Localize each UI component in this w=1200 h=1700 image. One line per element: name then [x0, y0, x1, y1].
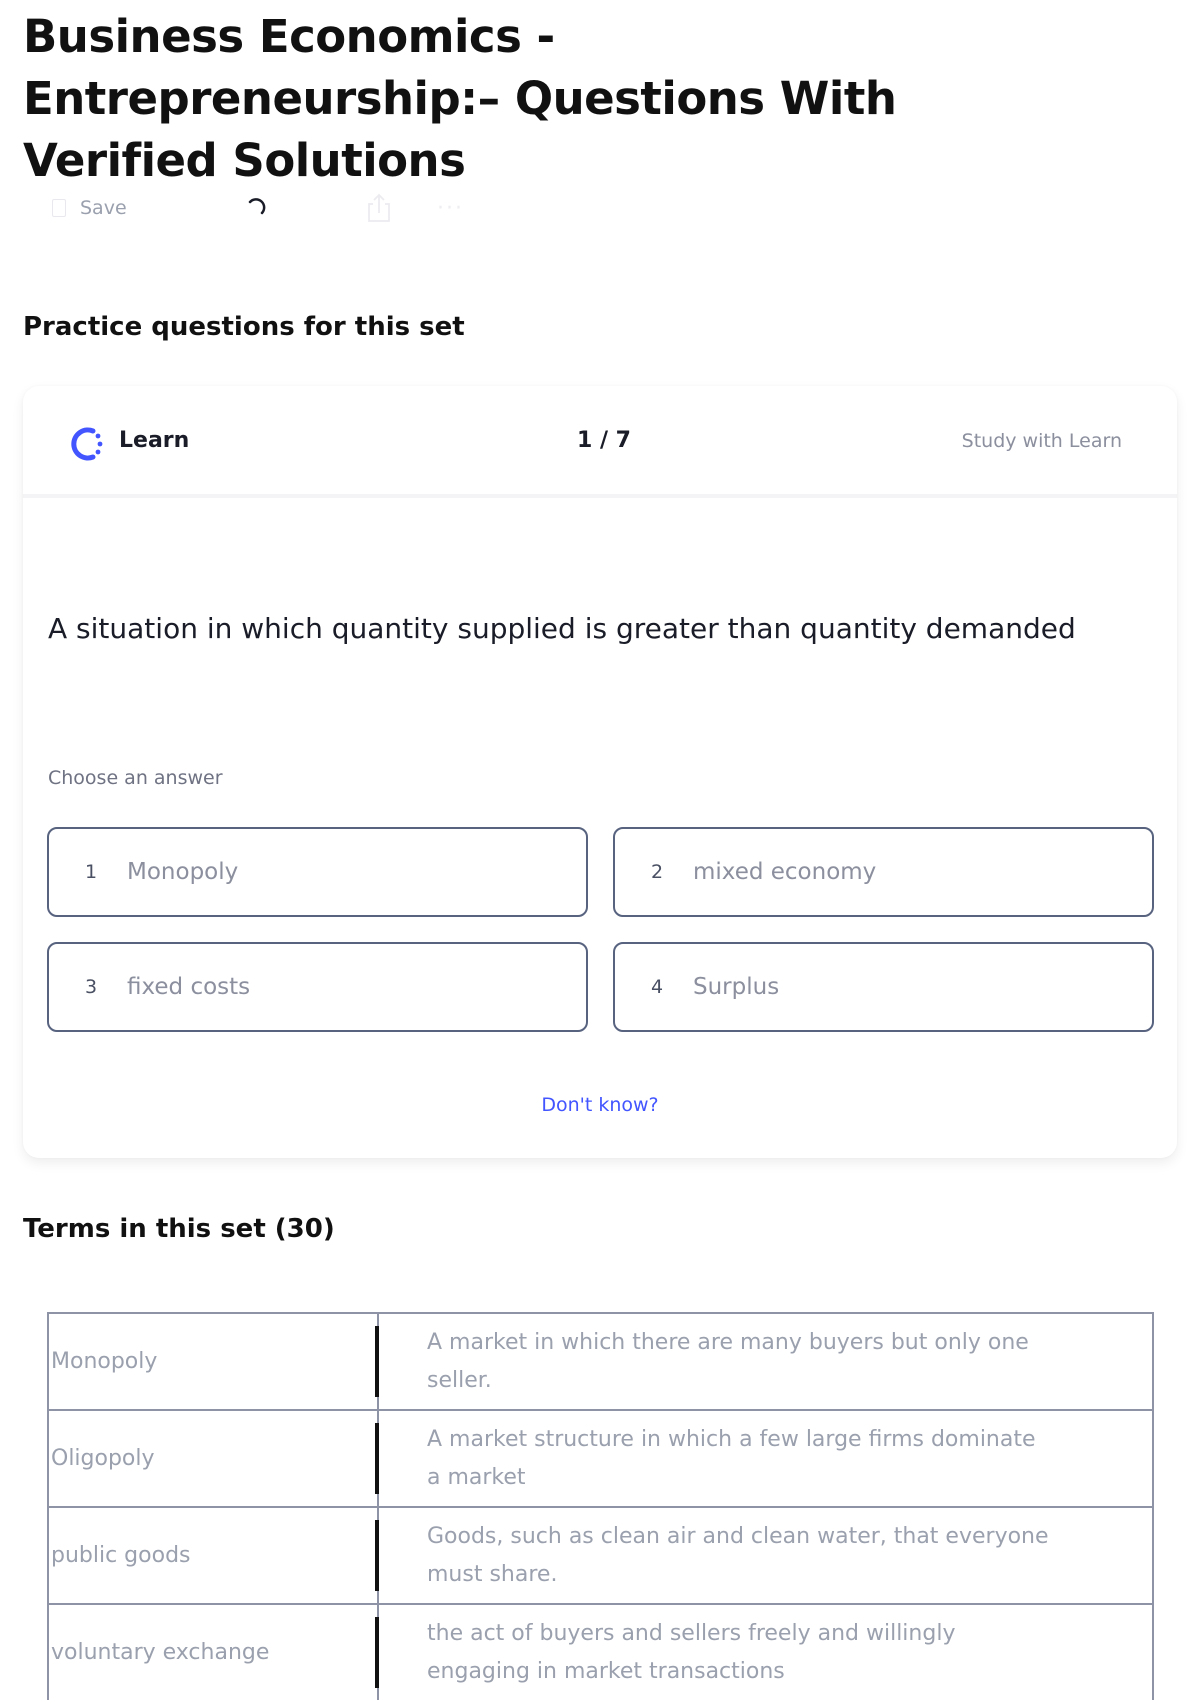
answer-number: 2 — [651, 861, 664, 883]
dont-know-button[interactable]: Don't know? — [541, 1094, 659, 1116]
term-cell: public goods — [48, 1507, 378, 1604]
definition-cell: A market in which there are many buyers but only one seller. — [378, 1313, 1153, 1410]
learn-card — [23, 386, 1177, 1158]
answer-prompt: Choose an answer — [48, 767, 223, 789]
answer-option-2[interactable] — [613, 827, 1154, 917]
definition-cell: Goods, such as clean air and clean water, that everyone must share. — [378, 1507, 1153, 1604]
terms-section-title: Terms in this set (30) — [23, 1214, 335, 1244]
save-label: Save — [80, 197, 127, 219]
answer-text: mixed economy — [693, 859, 877, 885]
term-cell: Oligopoly — [48, 1410, 378, 1507]
answer-option-1[interactable] — [47, 827, 588, 917]
term-cell: Monopoly — [48, 1313, 378, 1410]
answer-number: 3 — [85, 976, 98, 998]
share-icon[interactable] — [364, 186, 394, 230]
answer-option-3[interactable] — [47, 942, 588, 1032]
answer-text: Monopoly — [127, 859, 239, 885]
bookmark-icon — [52, 199, 66, 217]
definition-cell: the act of buyers and sellers freely and willingly engaging in market transactions — [378, 1604, 1153, 1700]
answer-number: 4 — [651, 976, 664, 998]
answer-number: 1 — [85, 861, 98, 883]
toolbar — [52, 186, 472, 230]
table-row — [48, 1604, 1153, 1700]
answer-text: fixed costs — [127, 974, 251, 1000]
terms-table — [47, 1312, 1154, 1700]
learn-icon — [63, 422, 107, 466]
question-text: A situation in which quantity supplied is greater than quantity demanded — [48, 612, 1076, 645]
term-cell: voluntary exchange — [48, 1604, 378, 1700]
answer-text: Surplus — [693, 974, 780, 1000]
table-row — [48, 1507, 1153, 1604]
loading-icon — [242, 186, 272, 230]
practice-section-title: Practice questions for this set — [23, 312, 465, 342]
page-title: Business Economics - Entrepreneurship:– Questions With Verified Solutions — [23, 10, 897, 187]
study-with-learn-link[interactable]: Study with Learn — [961, 430, 1122, 452]
answer-option-4[interactable] — [613, 942, 1154, 1032]
more-icon[interactable]: ··· — [437, 195, 464, 221]
progress-counter: 1 / 7 — [577, 428, 631, 453]
definition-cell: A market structure in which a few large firms dominate a market — [378, 1410, 1153, 1507]
table-row — [48, 1313, 1153, 1410]
learn-header — [23, 386, 1177, 498]
learn-label: Learn — [119, 428, 190, 453]
save-button[interactable] — [52, 186, 152, 230]
table-row — [48, 1410, 1153, 1507]
